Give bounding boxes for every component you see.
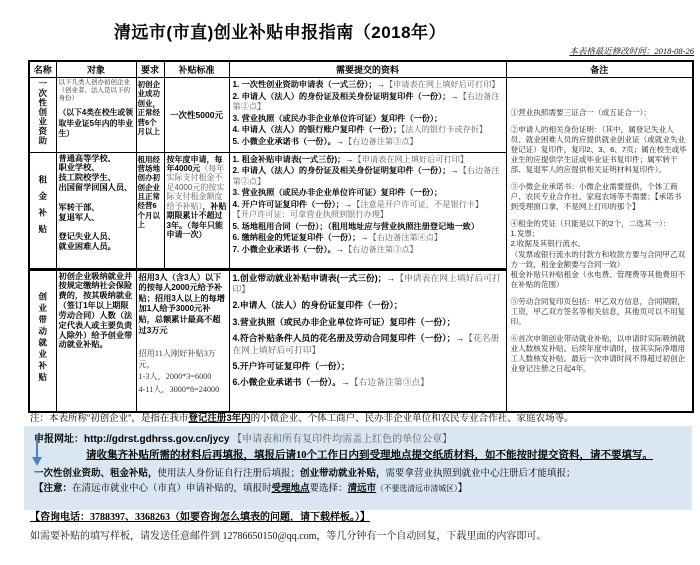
requirement-cell-onetime: 初创企业成功创业，正常经营6个月以上 bbox=[136, 78, 164, 153]
table-row-onetime-subsidy bbox=[29, 78, 693, 153]
standard-line bbox=[139, 385, 227, 396]
template-email-line: 如需要补贴的填写样板，请发送任意邮件到 12786650150@qq.com，等几分钟有一个自动回复，下载里面的内容即可。 bbox=[30, 531, 547, 542]
table-header-row bbox=[29, 61, 693, 78]
text-segment: 清远市 bbox=[347, 484, 377, 494]
target-cell-onetime bbox=[56, 78, 136, 153]
material-item bbox=[233, 114, 503, 125]
text-segment: 【申请表在网上填好后可打印】 bbox=[384, 80, 500, 89]
text-segment: 【右边备注第④点】 bbox=[368, 233, 443, 242]
row-name-employment: 创业带动就业补贴 bbox=[37, 292, 48, 385]
materials-list-rent bbox=[229, 152, 506, 269]
text-segment: 【花名册在网上填好后可打印】 bbox=[232, 333, 500, 355]
standard-cell-employment bbox=[136, 269, 229, 412]
text-segment: 贴期限累计不超过3年。（每年只能申请一次） bbox=[166, 201, 227, 239]
material-item bbox=[233, 273, 503, 296]
subsidy-table bbox=[28, 60, 694, 413]
standard-line bbox=[139, 338, 227, 370]
text-segment: 【注意是开户许可证，不是银行卡】 bbox=[352, 199, 484, 209]
text-segment: 7. 小微企业承诺书（一份）。→ bbox=[232, 244, 344, 254]
target-cell-rent: 普通高等学校、 职业学校、 技工院校学生、 出国留学回国人员、 军转干部、 复退军人、 登记失业人员、 就业困难人员。 bbox=[56, 152, 136, 269]
consultation-phone-line bbox=[30, 508, 370, 523]
material-item bbox=[233, 137, 503, 148]
text-segment: 一次性创业资助、租金补贴， bbox=[34, 469, 158, 479]
col-header-target: 对象 bbox=[56, 61, 136, 78]
col-header-requirement: 要求 bbox=[136, 61, 164, 78]
text-segment: （每年实际支付租金不足4000元的按实际支付租金额度给予补贴） bbox=[166, 163, 225, 211]
footnote-startup-definition bbox=[30, 410, 680, 424]
standard-line bbox=[139, 372, 227, 383]
text-segment: 】 bbox=[457, 484, 468, 494]
text-segment: 【申请表在网上填好后可打印】 bbox=[353, 154, 469, 164]
text-segment: 注：本表所称“初创企业”，是指在我市 bbox=[30, 413, 189, 424]
standard-cell-rent bbox=[164, 152, 229, 269]
text-segment: 【注意： bbox=[34, 484, 73, 494]
text-segment: 【咨询电话：3788397、3368263（如要咨询怎么填表的问题，请下载样板。）】 bbox=[30, 512, 370, 523]
row-name-rent: 租金补贴 bbox=[37, 174, 48, 241]
material-item bbox=[233, 125, 503, 136]
text-segment: 2. 申请人（法人）的身份证及相关身份证明复印件（一份）；→ bbox=[232, 91, 459, 101]
row-name-cell bbox=[29, 152, 56, 269]
text-segment: 需要拿营业执照到就业中心注册后才能填报； bbox=[385, 469, 576, 479]
text-segment: ，补 bbox=[202, 201, 219, 211]
text-segment: 【右边备注第②点】 bbox=[232, 166, 500, 186]
text-segment: 4. 申请人（法人）的银行账户复印件（一份）； bbox=[232, 125, 402, 134]
remarks-list bbox=[506, 78, 693, 413]
website-stamp-note: 【申请表和所有复印件均需盖上红色的单位公章】 bbox=[232, 434, 453, 445]
material-item bbox=[233, 361, 503, 372]
material-item bbox=[233, 300, 503, 311]
material-item bbox=[233, 317, 503, 328]
text-segment: 2.申请人（法人）的身份证复印件（一份）； bbox=[232, 300, 403, 311]
website-label: 申报网址： bbox=[34, 434, 84, 445]
text-segment: 4. 开户许可证复印件（一份）；→ bbox=[232, 199, 353, 209]
material-item bbox=[233, 233, 503, 244]
text-segment: 创业带动就业补贴， bbox=[300, 469, 386, 479]
text-segment: 使用法人身份证自行注册后填报； bbox=[157, 469, 301, 479]
text-segment: 5. 场地租用合同（一份）；（租用地址应与营业执照注册登记地一致） bbox=[232, 221, 480, 231]
material-item bbox=[233, 155, 503, 166]
remark-item: ④租金的凭证（只能是以下的2个，二选其一）： 1.发票； 2.收据及其银行流水。 （发票或银行流水的付款方和收款方要与合同甲乙双方一致，租金金额要与合同一致） 租金补贴只补贴租金（水电费、管理费等其他费用不在补贴的范围） bbox=[510, 219, 686, 289]
text-segment: 【申请表在网上填好后可打印】 bbox=[232, 272, 501, 294]
remark-item: ①营业执照需要三证合一（或五证合一）； bbox=[510, 108, 651, 118]
text-segment: 【右边备注第②点】 bbox=[232, 91, 500, 111]
text-segment: 【右边备注第③点】 bbox=[343, 244, 418, 254]
standard-line bbox=[139, 273, 227, 337]
text-segment: 招用11人刚好补贴3万元， bbox=[138, 349, 216, 369]
material-item bbox=[233, 166, 503, 187]
row-name-cell bbox=[29, 269, 56, 412]
text-segment: 受理地点 bbox=[271, 484, 310, 494]
col-header-standard: 补贴标准 bbox=[164, 61, 229, 78]
material-item bbox=[233, 92, 503, 113]
remark-item: ②申请人的相关身份证明：（其中，属登记失业人员、就业困难人员的应提供就业创业证（或就业失业登记证）复印件，复印2、3、6、7页；属在校生或毕业生的应提供学生证或毕业证书复印件；属军转干部、复退军人的应提供相关证明材料复印件）。 bbox=[510, 125, 687, 175]
requirement-cell-rent: 租用经营场地创办初创企业且正常经营6个月以上 bbox=[136, 152, 164, 269]
last-modified-note: 本表格最近修改时间：2018-08-26 bbox=[569, 46, 694, 56]
text-segment: 4-11人，3000*8=24000 bbox=[138, 385, 220, 395]
text-segment: 要选择： bbox=[309, 484, 348, 494]
text-segment: 5. 小微企业承诺书（一份）。→ bbox=[232, 136, 344, 146]
materials-list-onetime bbox=[229, 78, 506, 153]
application-website-line bbox=[34, 430, 686, 445]
text-segment: 1.创业带动就业补贴申请表(一式三份)；→ bbox=[232, 272, 396, 283]
target-smallprint: 以下几类人创办初创企业（创业者、法人是以下的身份） bbox=[58, 79, 130, 103]
text-segment: 按年度申请，每年4000元 bbox=[166, 154, 223, 173]
text-segment: 2. 申请人（法人）的身份证及相关身份证明复印件（一份）；→ bbox=[232, 166, 459, 175]
target-note: （以下4类在校生或领取毕业证5年内的毕业生） bbox=[58, 108, 134, 138]
material-item bbox=[233, 80, 503, 91]
col-header-name: 名称 bbox=[29, 61, 56, 78]
material-item bbox=[233, 377, 503, 388]
material-item bbox=[233, 222, 503, 233]
text-segment: 【右边备注第③点】 bbox=[349, 377, 429, 388]
text-segment: 1-3人，2000*3=6000 bbox=[138, 372, 212, 382]
material-item bbox=[233, 245, 503, 256]
text-segment: 【法人的银行卡或存折】 bbox=[401, 125, 488, 134]
text-segment: 【右边备注第③点】 bbox=[343, 136, 418, 146]
remark-item: ③小微企业承诺书：小微企业需要提供，个体工商户、农民专业合作社、家庭农场等不需要；【承诺书到受理窗口拿，不是网上打印的那个】 bbox=[510, 182, 682, 212]
remark-item: ⑤劳动合同复印页包括：甲乙双方信息，合同期限，工资，甲乙双方签名等相关信息，其他页可以不用复印。 bbox=[510, 296, 686, 326]
text-segment: 1. 一次性创业资助申请表（一式三份）；→ bbox=[232, 80, 385, 89]
text-segment: 4.符合补贴条件人员的花名册及劳动合同复印件（一份）；→ bbox=[232, 333, 465, 344]
location-notice-line bbox=[34, 480, 686, 494]
text-segment: 3. 营业执照（或民办非企业单位许可证）复印件（一份）； bbox=[232, 113, 443, 123]
col-header-materials: 需要提交的资料 bbox=[229, 61, 506, 78]
text-segment: 登记注册3年内 bbox=[188, 413, 251, 424]
remark-item: ⑥首次申领创业带动就业补贴，以申请时实际吸纳就业人数核发补贴。后续年度申请时，按其实际净增用工人数核发补贴。最后一次申请时间不得超过初创企业登记注册之日起4年。 bbox=[510, 333, 686, 373]
down-arrow-icon bbox=[30, 438, 44, 466]
text-segment: 5.开户许可证复印件（一份）； bbox=[232, 361, 350, 372]
submission-warning-line bbox=[86, 447, 686, 462]
row-name-cell bbox=[29, 78, 56, 153]
application-info-box bbox=[24, 426, 692, 510]
standard-cell-onetime: 一次性5000元 bbox=[164, 78, 229, 153]
col-header-remarks: 备注 bbox=[506, 61, 693, 78]
text-segment: 的小微企业、个体工商户、民办非企业单位和农民专业合作社、家庭农场等。 bbox=[250, 413, 574, 424]
text-segment: 6.小微企业承诺书（一份）。→ bbox=[232, 377, 350, 388]
text-segment: 【开户许可证：可拿营业执照到银行办理】 bbox=[232, 210, 389, 219]
text-segment: 6. 缴纳租金的凭证复印件（一份）；→ bbox=[232, 233, 369, 242]
material-item bbox=[233, 333, 503, 356]
text-segment: 请收集齐补贴所需的材料后再填报，填报后请10个工作日内到受理地点提交纸质材料，如不能按时提交资料，请不要填写。 bbox=[86, 450, 653, 461]
material-item bbox=[233, 188, 503, 199]
website-url: http://gdrst.gdhrss.gov.cn/jycy bbox=[84, 434, 230, 445]
text-segment: 招用3人（含3人）以下的按每人2000元给予补贴；招用3人以上的每增加1人给予3000元补贴，总额累计最高不超过3万元 bbox=[138, 272, 225, 335]
page-title: 清远市(市直)创业补贴申报指南（2018年） bbox=[113, 23, 447, 42]
text-segment: 3. 营业执照（或民办非企业单位许可证）复印件（一份）； bbox=[232, 188, 443, 197]
text-segment: 在清远市就业中心（市直）申请补贴的，填报时 bbox=[72, 484, 272, 494]
target-cell-employment: 初创企业吸纳就业并按规定缴纳社会保险费的，按其吸纳就业（签订1年以上期限劳动合同）人数（法定代表人或主要负责人除外）给予创业带动就业补贴。 bbox=[56, 269, 136, 412]
row-name-onetime: 一次性创业资助 bbox=[37, 79, 48, 146]
text-segment: 1. 租金补贴申请表(一式三份)；→ bbox=[232, 154, 354, 164]
text-segment: （不要选清远市清城区） bbox=[376, 484, 458, 493]
materials-list-employment bbox=[229, 269, 506, 412]
registration-instruction-line bbox=[34, 465, 686, 479]
text-segment: 3.营业执照（或民办非企业单位许可证）复印件（一份）； bbox=[232, 316, 456, 327]
material-item bbox=[233, 200, 503, 221]
